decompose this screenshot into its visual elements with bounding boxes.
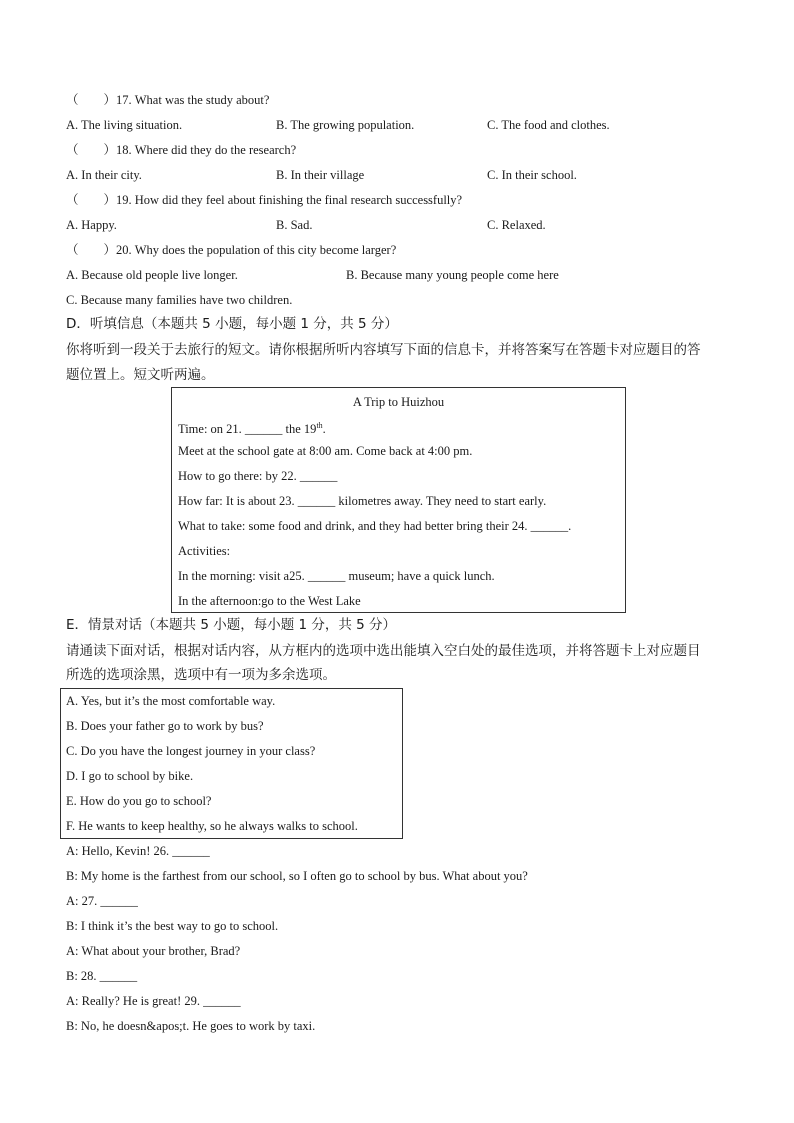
section-d-instruction-line-1: 你将听到一段关于去旅行的短文。请你根据所听内容填写下面的信息卡，并将答案写在答题卡对应题目的答 bbox=[66, 342, 701, 358]
options-box bbox=[60, 688, 403, 839]
question-18-stem: （ ）18. Where did they do the research? bbox=[66, 143, 297, 157]
question-20-stem: （ ）20. Why does the population of this city become larger? bbox=[66, 243, 397, 257]
option-a: A. Yes, but it’s the most comfortable way. bbox=[66, 694, 276, 708]
dialogue-line-4: B: I think it’s the best way to go to school. bbox=[66, 919, 279, 933]
info-card-how: How to go there: by 22. ______ bbox=[178, 469, 338, 483]
question-18-option-c: C. In their school. bbox=[487, 168, 577, 182]
question-17-option-c: C. The food and clothes. bbox=[487, 118, 610, 132]
info-card-time-suffix: th bbox=[316, 421, 323, 430]
info-card-morning: In the morning: visit a25. ______ museum; have a quick lunch. bbox=[178, 569, 495, 583]
dialogue-line-7: A: Really? He is great! 29. ______ bbox=[66, 994, 241, 1008]
section-d-instruction-line-2: 题位置上。短文听两遍。 bbox=[66, 367, 215, 383]
question-20-option-a: A. Because old people live longer. bbox=[66, 268, 238, 282]
info-card bbox=[171, 387, 626, 613]
section-e-instruction-line-2: 所选的选项涂黑，选项中有一项为多余选项。 bbox=[66, 667, 336, 683]
info-card-activities: Activities: bbox=[178, 544, 231, 558]
question-18-option-a: A. In their city. bbox=[66, 168, 142, 182]
question-19-stem: （ ）19. How did they feel about finishing the final research successfully? bbox=[66, 193, 463, 207]
info-card-time bbox=[178, 418, 326, 437]
question-17-option-b: B. The growing population. bbox=[276, 118, 415, 132]
dialogue-line-6: B: 28. ______ bbox=[66, 969, 138, 983]
option-e: E. How do you go to school? bbox=[66, 794, 212, 808]
info-card-title: A Trip to Huizhou bbox=[352, 395, 445, 409]
section-e-heading: E．情景对话（本题共 5 小题，每小题 1 分，共 5 分） bbox=[66, 617, 397, 633]
question-20-option-b: B. Because many young people come here bbox=[346, 268, 559, 282]
option-c: C. Do you have the longest journey in your class? bbox=[66, 744, 316, 758]
question-20-option-c: C. Because many families have two children. bbox=[66, 293, 293, 307]
info-card-take: What to take: some food and drink, and they had better bring their 24. ______. bbox=[178, 519, 572, 533]
dialogue-line-2: B: My home is the farthest from our school, so I often go to school by bus. What about you? bbox=[66, 869, 528, 883]
section-d-heading: D．听填信息（本题共 5 小题，每小题 1 分，共 5 分） bbox=[66, 316, 398, 332]
info-card-far: How far: It is about 23. ______ kilometres away. They need to start early. bbox=[178, 494, 547, 508]
question-17-option-a: A. The living situation. bbox=[66, 118, 183, 132]
option-f: F. He wants to keep healthy, so he always walks to school. bbox=[66, 819, 358, 833]
dialogue-line-3: A: 27. ______ bbox=[66, 894, 138, 908]
info-card-meet: Meet at the school gate at 8:00 am. Come back at 4:00 pm. bbox=[178, 444, 473, 458]
dialogue-line-5: A: What about your brother, Brad? bbox=[66, 944, 241, 958]
section-e-instruction-line-1: 请通读下面对话，根据对话内容，从方框内的选项中选出能填入空白处的最佳选项，并将答题卡上对应题目 bbox=[66, 643, 701, 659]
option-d: D. I go to school by bike. bbox=[66, 769, 194, 783]
question-19-option-c: C. Relaxed. bbox=[487, 218, 546, 232]
question-18-option-b: B. In their village bbox=[276, 168, 365, 182]
info-card-time-text: Time: on 21. ______ the 19 bbox=[178, 422, 317, 437]
info-card-time-period: . bbox=[322, 422, 326, 437]
question-17-stem: （ ）17. What was the study about? bbox=[66, 93, 270, 107]
question-19-option-a: A. Happy. bbox=[66, 218, 117, 232]
dialogue-line-1: A: Hello, Kevin! 26. ______ bbox=[66, 844, 210, 858]
option-b: B. Does your father go to work by bus? bbox=[66, 719, 264, 733]
question-19-option-b: B. Sad. bbox=[276, 218, 313, 232]
dialogue-line-8: B: No, he doesn&apos;t. He goes to work by taxi. bbox=[66, 1019, 316, 1033]
info-card-afternoon: In the afternoon:go to the West Lake bbox=[178, 594, 361, 608]
